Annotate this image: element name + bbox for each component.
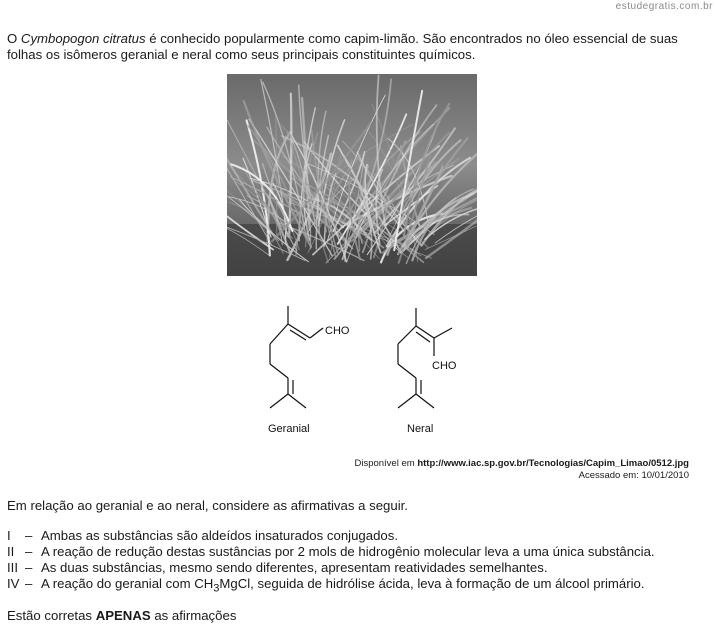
statement-dash: – [25,544,33,559]
statement-dash: – [25,576,33,591]
statement-1 [7,528,655,544]
statement-dash: – [25,528,33,543]
watermark: estudegratis.com.br [615,1,713,12]
closing-line: Estão corretas APENAS as afirmações [7,608,237,623]
neral-cho-label: CHO [432,360,457,372]
statement-2 [7,544,655,560]
statement-number: IV [7,576,20,591]
neral-label: Neral [407,423,434,435]
source-url: http://www.iac.sp.gov.br/Tecnologias/Capim_Limao/0512.jpg [417,458,689,469]
subscript-3: 3 [213,582,220,595]
statement-text: A reação do geranial com $CH_3MgCl$, seguida de hidrólise ácida, leva à formação de um álcool primário. [41,576,645,595]
lemongrass-photo [227,74,477,276]
statement-number: I [7,528,11,543]
intro-part2: é conhecido popularmente como capim-limão. São encontrados no óleo essencial de suas folhas os isômeros geranial e neral como seus principais constituintes químicos. [7,31,678,62]
statement-3 [7,560,655,576]
species-name: Cymbopogon citratus [20,31,146,46]
statement-text: A reação de redução destas sustâncias por 2 mols de hidrogênio molecular leva a uma única substância. [41,544,655,559]
source-citation [354,458,689,482]
geranial-cho-label: CHO [325,325,350,337]
statements-list [7,528,655,597]
intro-paragraph [7,31,712,63]
question-text: Em relação ao geranial e ao neral, considere as afirmativas a seguir. [7,498,408,513]
neral-structure [398,308,452,408]
source-accessed: Acessado em: 10/01/2010 [578,470,689,481]
intro-part1: O [7,31,21,46]
statement-number: II [7,544,15,559]
geranial-label: Geranial [268,423,310,435]
chemical-structures [230,296,490,436]
source-label: Disponível em [354,458,418,469]
geranial-structure [270,306,323,408]
statement-number: III [7,560,18,575]
statement-4 [7,576,655,597]
statement-text: Ambas as substâncias são aldeídos insaturados conjugados. [41,528,399,543]
statement-text: As duas substâncias, mesmo sendo diferentes, apresentam reatividades semelhantes. [41,560,548,575]
closing-emphasis: APENAS [95,608,151,623]
statement-dash: – [25,560,33,575]
